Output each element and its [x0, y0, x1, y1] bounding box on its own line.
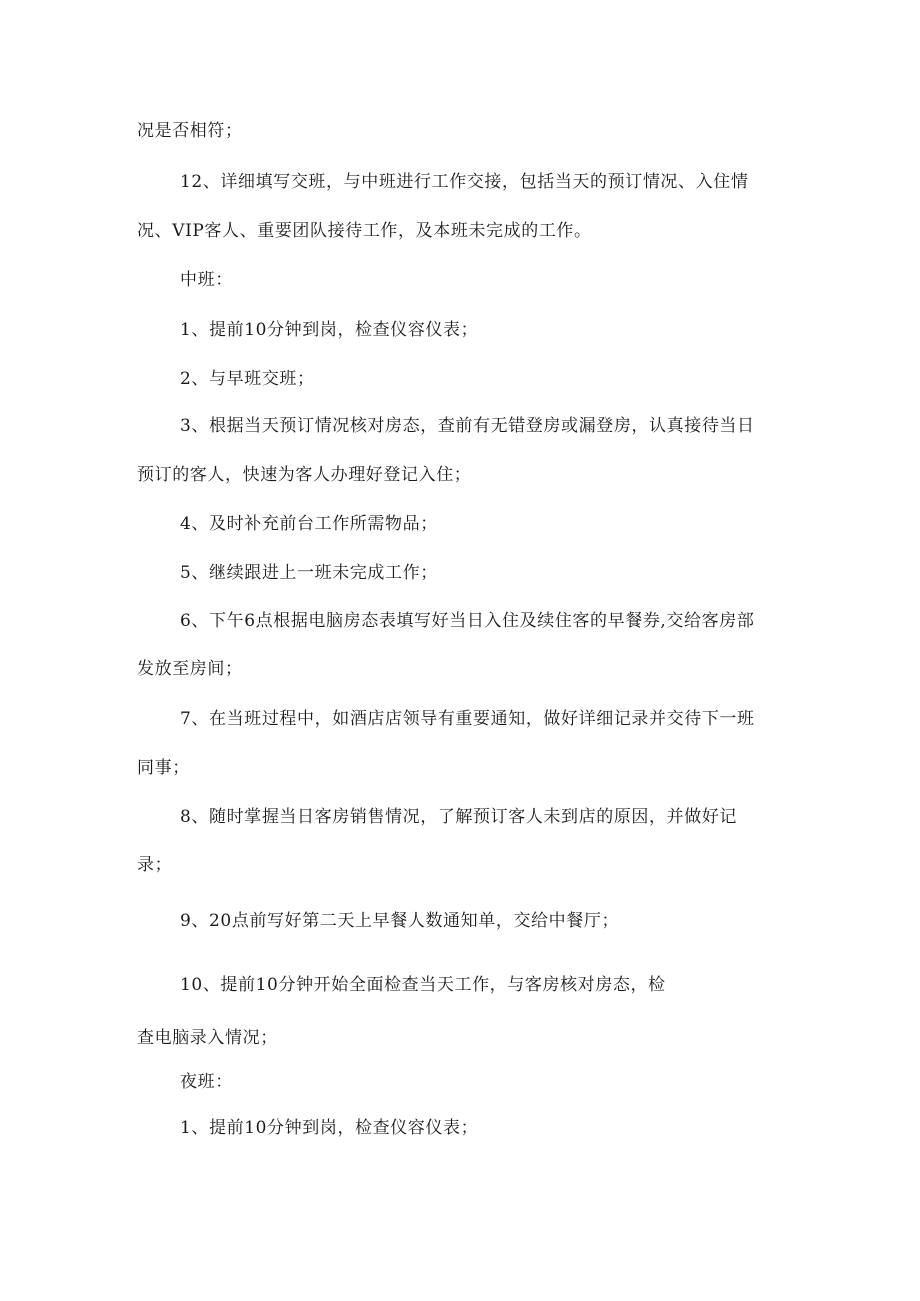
section-heading-night-shift: 夜班：	[180, 1072, 233, 1092]
text-line: 3、根据当天预订情况核对房态，查前有无错登房或漏登房，认真接待当日	[180, 416, 755, 436]
text-line: 4、及时补充前台工作所需物品；	[180, 514, 438, 534]
text-line: 2、与早班交班；	[180, 369, 315, 389]
text-line: 录；	[137, 855, 173, 875]
text-line: 1、提前10分钟到岗，检查仪容仪表；	[180, 1118, 479, 1138]
text-line: 1、提前10分钟到岗，检查仪容仪表；	[180, 320, 479, 340]
text-line: 同事；	[137, 758, 190, 778]
text-line: 7、在当班过程中，如酒店店领导有重要通知，做好详细记录并交待下一班	[180, 709, 755, 729]
text-line: 查电脑录入情况；	[137, 1028, 278, 1048]
text-line: 发放至房间；	[137, 659, 243, 679]
text-line: 9、20点前写好第二天上早餐人数通知单，交给中餐厅；	[180, 911, 620, 931]
text-line: 况是否相符；	[137, 121, 243, 141]
text-line: 况、VIP客人、重要团队接待工作，及本班未完成的工作。	[137, 221, 592, 241]
text-line: 6、下午6点根据电脑房态表填写好当日入住及续住客的早餐券,交给客房部	[180, 611, 755, 631]
section-heading-middle-shift: 中班：	[180, 270, 233, 290]
text-line: 12、详细填写交班，与中班进行工作交接，包括当天的预订情况、入住情	[180, 172, 749, 192]
text-line: 5、继续跟进上一班未完成工作；	[180, 563, 438, 583]
text-line: 预订的客人，快速为客人办理好登记入住；	[137, 465, 472, 485]
text-line: 8、随时掌握当日客房销售情况，了解预订客人未到店的原因，并做好记	[180, 807, 738, 827]
text-line: 10、提前10分钟开始全面检查当天工作，与客房核对房态，检	[180, 975, 666, 995]
